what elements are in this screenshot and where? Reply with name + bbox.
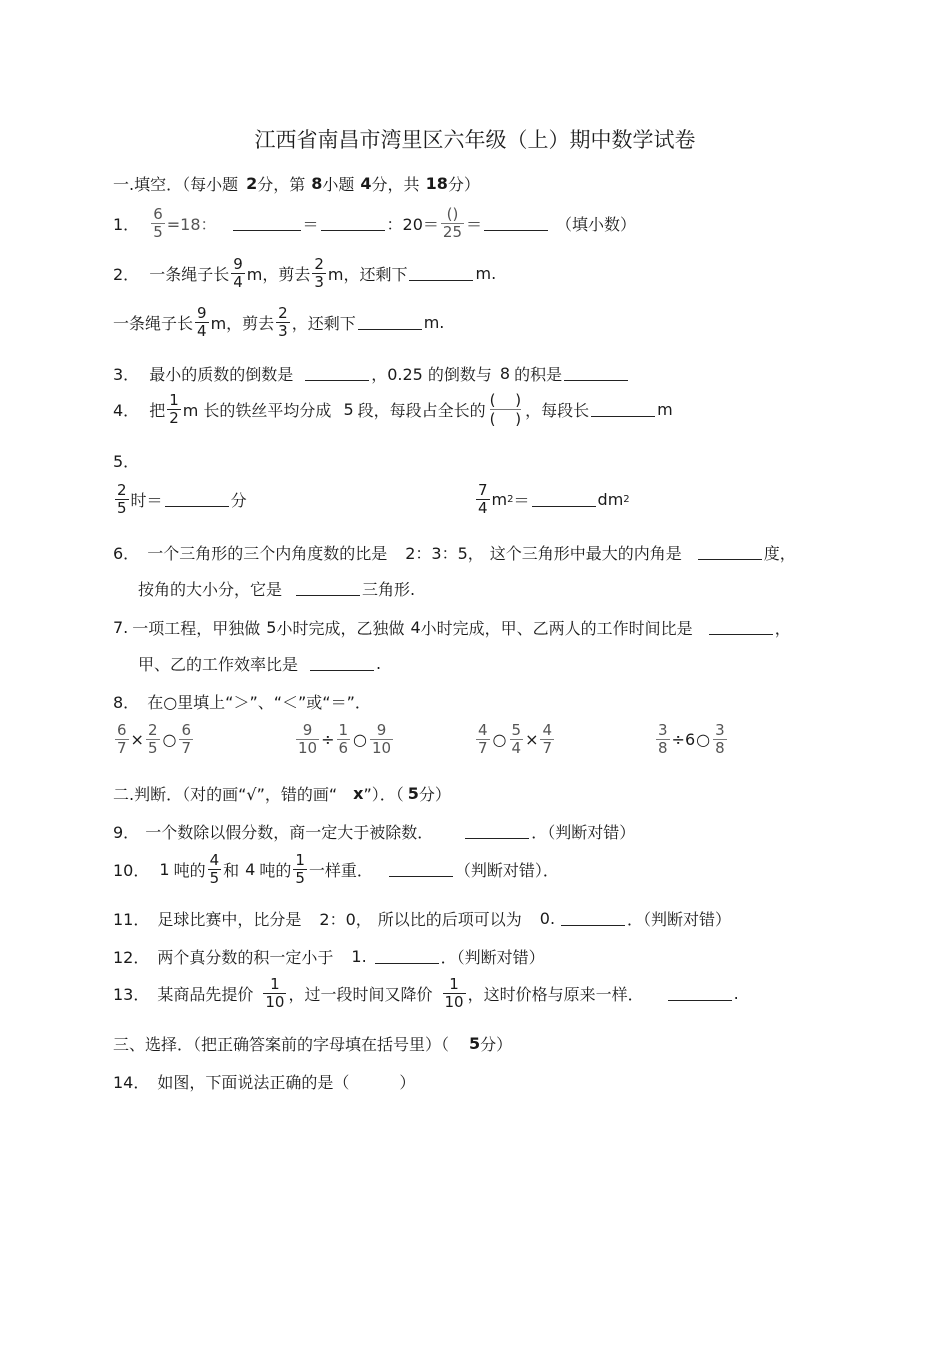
numerator: 9 xyxy=(233,255,243,273)
numerator: 5 xyxy=(511,721,522,739)
numerator: 2 xyxy=(314,255,324,273)
text: 在○里填上“＞”、“＜”或“＝”． xyxy=(147,693,371,712)
question-5a xyxy=(113,482,247,517)
text: ．（判断对错） xyxy=(440,948,545,967)
text: m 长的铁丝平均分成 xyxy=(182,401,332,420)
number: 1 xyxy=(159,860,170,879)
number: 2 xyxy=(246,174,258,193)
text: 某商品先提价 xyxy=(157,985,254,1004)
text: 一条绳子长 xyxy=(113,314,194,333)
answer-blank[interactable] xyxy=(698,545,762,560)
denominator: 5 xyxy=(147,739,158,757)
question-number: 12． xyxy=(113,948,150,967)
numerator: 1 xyxy=(295,851,305,869)
number: 8 xyxy=(311,174,323,193)
section-3-heading xyxy=(113,1032,512,1055)
fraction xyxy=(115,722,129,757)
question-number: 11． xyxy=(113,910,150,929)
denominator: 4 xyxy=(511,739,522,757)
text: 一个三角形的三个内角度数的比是 xyxy=(147,544,388,563)
question-6 xyxy=(113,541,796,564)
text: 二.判断．（对的画“√”，错的画“ xyxy=(113,785,338,804)
numerator: 4 xyxy=(542,721,553,739)
fraction xyxy=(713,722,727,757)
text: 一条绳子长 xyxy=(149,265,230,284)
fraction xyxy=(179,722,193,757)
text: 所以比的后项可以为 xyxy=(377,910,522,929)
operator: × xyxy=(525,730,539,749)
question-7 xyxy=(113,616,791,639)
denominator: 5 xyxy=(153,223,163,241)
fraction xyxy=(208,852,222,887)
denominator: 2 xyxy=(169,409,179,427)
text: 一项工程，甲独做 xyxy=(132,619,261,638)
text: 分） xyxy=(418,785,451,804)
numerator: 1 xyxy=(338,721,349,739)
question-14 xyxy=(113,1070,415,1093)
fraction xyxy=(312,256,326,291)
text: ”）．（ xyxy=(363,785,404,804)
number: 5 xyxy=(266,618,277,637)
text: 三角形. xyxy=(362,580,416,599)
answer-blank[interactable] xyxy=(409,266,473,281)
denominator: 7 xyxy=(542,739,553,757)
answer-blank[interactable] xyxy=(484,216,548,231)
page-title: 江西省南昌市湾里区六年级（上）期中数学试卷 xyxy=(254,128,696,152)
number: 18 xyxy=(425,174,448,193)
text: ：20＝ xyxy=(386,215,439,234)
denominator: 8 xyxy=(658,739,668,757)
numerator: 6 xyxy=(153,205,163,223)
fraction xyxy=(276,305,290,340)
numerator: 2 xyxy=(147,721,158,739)
superscript: 2 xyxy=(507,494,514,505)
text: 最小的质数的倒数是 xyxy=(149,365,294,384)
text: ） xyxy=(399,1073,416,1092)
blank-fraction[interactable] xyxy=(490,391,521,428)
fraction xyxy=(151,206,165,241)
question-number: 8． xyxy=(113,693,140,712)
compare-circle[interactable]: ○ xyxy=(696,730,711,749)
text: m，剪去 xyxy=(246,265,311,284)
fraction xyxy=(146,722,160,757)
numerator: 2 xyxy=(117,481,127,499)
denominator: 5 xyxy=(209,869,220,887)
fraction xyxy=(296,722,319,757)
question-number: 7. xyxy=(113,618,129,637)
text: 的积是 xyxy=(514,365,563,384)
question-5 xyxy=(113,449,139,472)
text: . xyxy=(733,984,739,1003)
question-10 xyxy=(113,852,559,887)
number: 4 xyxy=(410,618,421,637)
text: 分） xyxy=(480,1035,513,1054)
text: ＝ xyxy=(513,491,530,510)
text: 2：3：5， xyxy=(405,544,484,563)
text: 三、选择．（把正确答案前的字母填在括号里）（ xyxy=(113,1035,450,1054)
fraction xyxy=(167,392,181,427)
answer-blank[interactable] xyxy=(358,315,422,330)
answer-blank[interactable] xyxy=(321,216,385,231)
text: ，每段长 xyxy=(525,401,590,420)
section-2-heading xyxy=(113,782,451,805)
answer-blank[interactable] xyxy=(668,986,732,1001)
compare-item-3 xyxy=(474,722,556,757)
text: 把 xyxy=(149,401,166,420)
numerator-blank[interactable]: ( ) xyxy=(489,391,522,409)
text: 2：0， xyxy=(319,910,372,929)
question-number: 4． xyxy=(113,401,140,420)
question-number: 14． xyxy=(113,1073,150,1092)
fraction xyxy=(263,976,286,1011)
denominator: 25 xyxy=(442,223,462,241)
answer-blank[interactable] xyxy=(709,620,773,635)
answer-blank[interactable] xyxy=(465,824,529,839)
answer-blank[interactable] xyxy=(305,366,369,381)
denominator: 3 xyxy=(278,322,288,340)
question-number: 6． xyxy=(113,544,140,563)
text: ．（判断对错） xyxy=(531,823,636,842)
question-2-repeat xyxy=(113,305,444,340)
text: 按角的大小分，它是 xyxy=(138,580,283,599)
question-number: 10． xyxy=(113,861,150,880)
operator: ÷ xyxy=(671,730,685,749)
numerator: 6 xyxy=(117,721,127,739)
text: 一.填空．（每小题 xyxy=(113,175,239,194)
number: 6 xyxy=(684,730,696,749)
denominator: 4 xyxy=(197,322,207,340)
compare-item-4 xyxy=(654,722,729,757)
text: =18： xyxy=(166,215,217,234)
denominator: 7 xyxy=(181,739,192,757)
text: 分） xyxy=(447,175,480,194)
text: m，剪去 xyxy=(210,314,275,333)
number: 8 xyxy=(499,364,511,383)
numerator: 4 xyxy=(209,851,220,869)
numerator: 9 xyxy=(197,304,207,322)
denominator: 10 xyxy=(298,739,318,757)
question-11 xyxy=(113,907,731,930)
compare-circle[interactable]: ○ xyxy=(353,730,368,749)
text: 吨的 xyxy=(173,861,206,880)
question-13 xyxy=(113,976,739,1011)
number: 1. xyxy=(351,947,367,966)
text: 分，共 xyxy=(371,175,420,194)
text: ．（判断对错） xyxy=(627,910,732,929)
question-8 xyxy=(113,690,371,713)
answer-blank[interactable] xyxy=(375,949,439,964)
answer-blank[interactable] xyxy=(165,492,229,507)
numerator: 1 xyxy=(169,391,179,409)
denominator-blank[interactable]: ( ) xyxy=(489,410,522,428)
text: ，0.25 的倒数与 xyxy=(371,365,492,384)
cross-mark: x xyxy=(353,784,364,803)
text: 足球比赛中，比分是 xyxy=(157,910,302,929)
question-number: 9． xyxy=(113,823,140,842)
text: 度， xyxy=(763,544,796,563)
text: dm xyxy=(597,490,624,509)
denominator: 10 xyxy=(265,993,285,1011)
text: 这个三角形中最大的内角是 xyxy=(489,544,682,563)
text: ，过一段时间又降价 xyxy=(288,985,433,1004)
operator: ÷ xyxy=(321,730,335,749)
text: ＝ xyxy=(302,215,319,234)
question-12 xyxy=(113,945,545,968)
text: （判断对错）． xyxy=(454,861,559,880)
answer-blank[interactable] xyxy=(532,492,596,507)
compare-circle[interactable]: ○ xyxy=(162,730,177,749)
number: 5 xyxy=(469,1034,481,1053)
question-6-line2 xyxy=(138,577,415,600)
number: 0. xyxy=(539,909,556,928)
fraction xyxy=(293,852,307,887)
operator: × xyxy=(130,730,144,749)
text: 小时完成，甲、乙两人的工作时间比是 xyxy=(420,619,693,638)
denominator: 6 xyxy=(338,739,349,757)
answer-blank[interactable] xyxy=(564,366,628,381)
denominator: 5 xyxy=(117,499,127,517)
question-number: 2． xyxy=(113,265,140,284)
text: 分，第 xyxy=(257,175,306,194)
compare-item-1 xyxy=(113,722,195,757)
number: 5 xyxy=(343,400,354,419)
question-7-line2 xyxy=(138,652,381,675)
denominator: 8 xyxy=(715,739,725,757)
text: 甲、乙的工作效率比是 xyxy=(138,655,299,674)
text: m. xyxy=(475,264,497,283)
question-1 xyxy=(113,206,636,241)
number: 4 xyxy=(245,860,256,879)
text: m. xyxy=(423,313,445,332)
numerator: 1 xyxy=(270,975,280,993)
text: 吨的 xyxy=(259,861,292,880)
denominator: 10 xyxy=(372,739,392,757)
fraction xyxy=(476,482,490,517)
text: 一样重． xyxy=(308,861,373,880)
question-2 xyxy=(113,256,496,291)
fraction xyxy=(231,256,245,291)
number: 5 xyxy=(407,784,419,803)
text: ， xyxy=(774,619,791,638)
numerator: 3 xyxy=(658,721,668,739)
fraction xyxy=(540,722,554,757)
numerator: 6 xyxy=(181,721,192,739)
numerator: 4 xyxy=(478,721,488,739)
question-number: 3． xyxy=(113,365,140,384)
text: 段，每段占全长的 xyxy=(357,401,486,420)
answer-blank[interactable] xyxy=(296,581,360,596)
text: ，还剩下 xyxy=(291,314,356,333)
question-5b xyxy=(474,482,630,517)
denominator: 7 xyxy=(117,739,127,757)
numerator: 2 xyxy=(278,304,288,322)
question-number: 1． xyxy=(113,215,140,234)
fraction xyxy=(443,976,466,1011)
text: 时＝ xyxy=(130,491,163,510)
fraction xyxy=(370,722,393,757)
denominator: 4 xyxy=(478,499,488,517)
fraction xyxy=(195,305,209,340)
answer-blank[interactable] xyxy=(389,862,453,877)
fraction xyxy=(441,206,464,241)
text: 和 xyxy=(223,861,240,880)
numerator: 1 xyxy=(449,975,459,993)
question-4 xyxy=(113,391,673,428)
text: 分 xyxy=(230,491,247,510)
compare-circle[interactable]: ○ xyxy=(492,730,507,749)
question-9 xyxy=(113,820,635,843)
numerator: 7 xyxy=(478,481,488,499)
text: 小题 xyxy=(322,175,355,194)
question-number: 5． xyxy=(113,452,140,471)
superscript: 2 xyxy=(623,494,630,505)
text: ，这时价格与原来一样． xyxy=(467,985,644,1004)
answer-blank[interactable] xyxy=(561,911,625,926)
denominator: 10 xyxy=(444,993,464,1011)
denominator: 3 xyxy=(314,273,324,291)
question-number: 13． xyxy=(113,985,150,1004)
answer-blank[interactable] xyxy=(233,216,301,231)
text: m xyxy=(491,490,508,509)
text: ＝ xyxy=(466,215,483,234)
answer-blank[interactable] xyxy=(591,402,655,417)
fraction xyxy=(656,722,670,757)
section-1-heading xyxy=(113,172,480,195)
compare-item-2 xyxy=(294,722,395,757)
fraction xyxy=(337,722,351,757)
text: m xyxy=(657,400,673,419)
text: . xyxy=(376,654,382,673)
fraction xyxy=(115,482,129,517)
number: 4 xyxy=(360,174,372,193)
numerator: 9 xyxy=(302,721,313,739)
numerator: 9 xyxy=(376,721,387,739)
text: m，还剩下 xyxy=(327,265,408,284)
text: 如图，下面说法正确的是（ xyxy=(157,1073,350,1092)
question-3 xyxy=(113,362,630,385)
numerator: 3 xyxy=(715,721,725,739)
text: 一个数除以假分数，商一定大于被除数． xyxy=(145,823,434,842)
fraction xyxy=(510,722,524,757)
numerator: () xyxy=(446,205,459,223)
text: （填小数） xyxy=(556,215,637,234)
denominator: 5 xyxy=(295,869,305,887)
text: 小时完成，乙独做 xyxy=(276,619,405,638)
denominator: 4 xyxy=(233,273,243,291)
denominator: 7 xyxy=(478,739,488,757)
fraction xyxy=(476,722,490,757)
text: 两个真分数的积一定小于 xyxy=(157,948,334,967)
answer-blank[interactable] xyxy=(310,656,374,671)
